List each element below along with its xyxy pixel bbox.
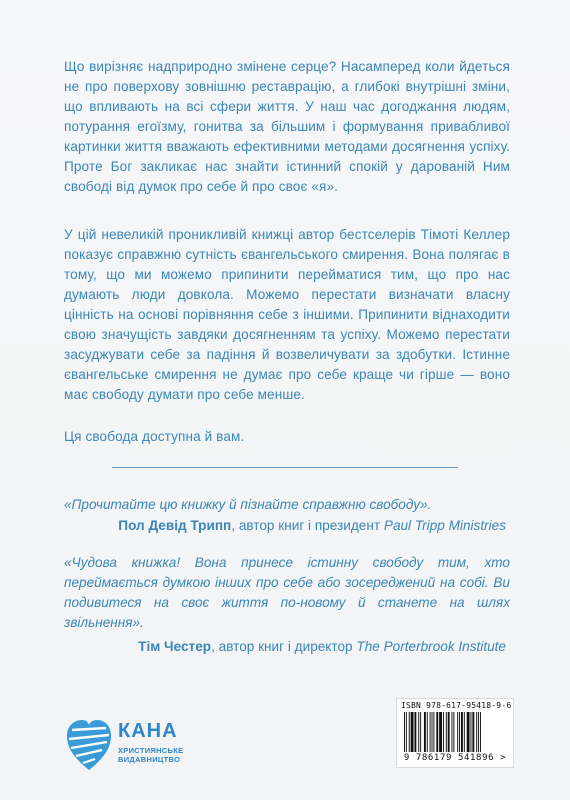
publisher-name: КАНА <box>118 720 178 742</box>
barcode-bar <box>459 712 460 752</box>
barcode-bar <box>461 712 463 752</box>
endorser-organization: Paul Tripp Ministries <box>383 518 506 533</box>
paragraph-text: Що вирізняє надприродно змінене серце? Насамперед коли йдеться не про поверхову зовнішню реставрацію, а глибокі внутрішні зміни, що впливають на всі сфери життя. У наш час догоджання людям, потурання егоїзму, гонитва за більшим і формування привабливої картинки життя вважають ефективними методами досягнення успіху. Проте Бог закликає нас знайти істинний спокій у дарованій Ним свободі від думок про себе й про своє «я». <box>64 59 510 194</box>
ean-number: 9 786179 541896 > <box>403 753 507 763</box>
barcode-bar <box>471 712 472 752</box>
description-paragraph-2 <box>64 225 510 405</box>
publisher-subtitle: ХРИСТИЯНСЬКЕ ВИДАВНИЦТВО <box>118 746 184 764</box>
section-divider <box>112 467 458 468</box>
endorser-name: Пол Девід Трипп <box>118 518 232 533</box>
barcode-bar <box>411 712 414 752</box>
endorsement-attribution-1 <box>118 516 506 536</box>
barcode-bar <box>427 712 428 752</box>
endorser-role: , автор книг і директор <box>211 639 357 654</box>
isbn-number: ISBN 978-617-95418-9-6 <box>401 701 512 710</box>
barcode-bar <box>424 712 426 752</box>
endorser-name: Тім Честер <box>138 639 212 654</box>
barcode-bar <box>457 712 458 752</box>
barcode-bar <box>406 712 407 752</box>
heart-ribbon-icon <box>64 714 114 774</box>
barcode-bar <box>480 712 481 752</box>
endorser-organization: The Porterbrook Institute <box>356 639 506 654</box>
barcode-bar <box>414 712 416 752</box>
barcode-bar <box>439 712 442 752</box>
publisher-logo <box>64 714 204 774</box>
barcode-bar <box>476 712 477 752</box>
paragraph-text: У цій невеликій проникливій книжці автор бестселерів Тімоті Келлер показує справжню сутність євангельського смирення. Вона полягає в тому, що ми можемо припинити перейматися тим, що про нас думають люди довкола. Можемо перестати визначати власну цінність на основі порівняння себе з іншими. Припинити віднаходити свою значущість завдяки досягненням та успіху. Можемо перестати засуджувати себе за падіння й возвеличувати за здобутки. Істинне євангельське смирення не думає про себе краще чи гірше — воно має свободу думати про себе менше. <box>64 227 510 402</box>
barcode-bar <box>478 712 479 752</box>
barcode-bar <box>409 712 410 752</box>
barcode-bar <box>452 712 453 752</box>
barcode-bar <box>448 712 450 752</box>
barcode-bar <box>472 712 474 752</box>
barcode-bar <box>433 712 434 752</box>
barcode-bar <box>453 712 454 752</box>
barcode-bar <box>443 712 444 752</box>
description-paragraph-1 <box>64 57 510 197</box>
barcode-label <box>396 698 514 768</box>
barcode-bar <box>418 712 419 752</box>
endorsement-attribution-2 <box>138 637 506 657</box>
endorsement-quote-1: «Прочитайте цю книжку й пізнайте справжню свободу». <box>64 497 432 512</box>
barcode-bar <box>420 712 421 752</box>
barcode-bar <box>464 712 465 752</box>
barcode-bar <box>432 712 433 752</box>
barcode-bar <box>404 712 405 752</box>
barcode-bar <box>430 712 431 752</box>
barcode-bars <box>403 712 507 752</box>
barcode-bar <box>436 712 438 752</box>
paragraph-text: Ця свобода доступна й вам. <box>64 429 245 444</box>
endorser-role: , автор книг і президент <box>231 518 384 533</box>
description-paragraph-3 <box>64 427 510 447</box>
barcode-bar <box>446 712 447 752</box>
barcode-bar <box>467 712 470 752</box>
endorsement-quote-2: «Чудова книжка! Вона принесе істинну свободу тим, хто переймається думкою інших про себе або зосереджений на собі. Ви подивитеся на своє життя по-новому й станете на шлях звільнення». <box>64 555 510 630</box>
